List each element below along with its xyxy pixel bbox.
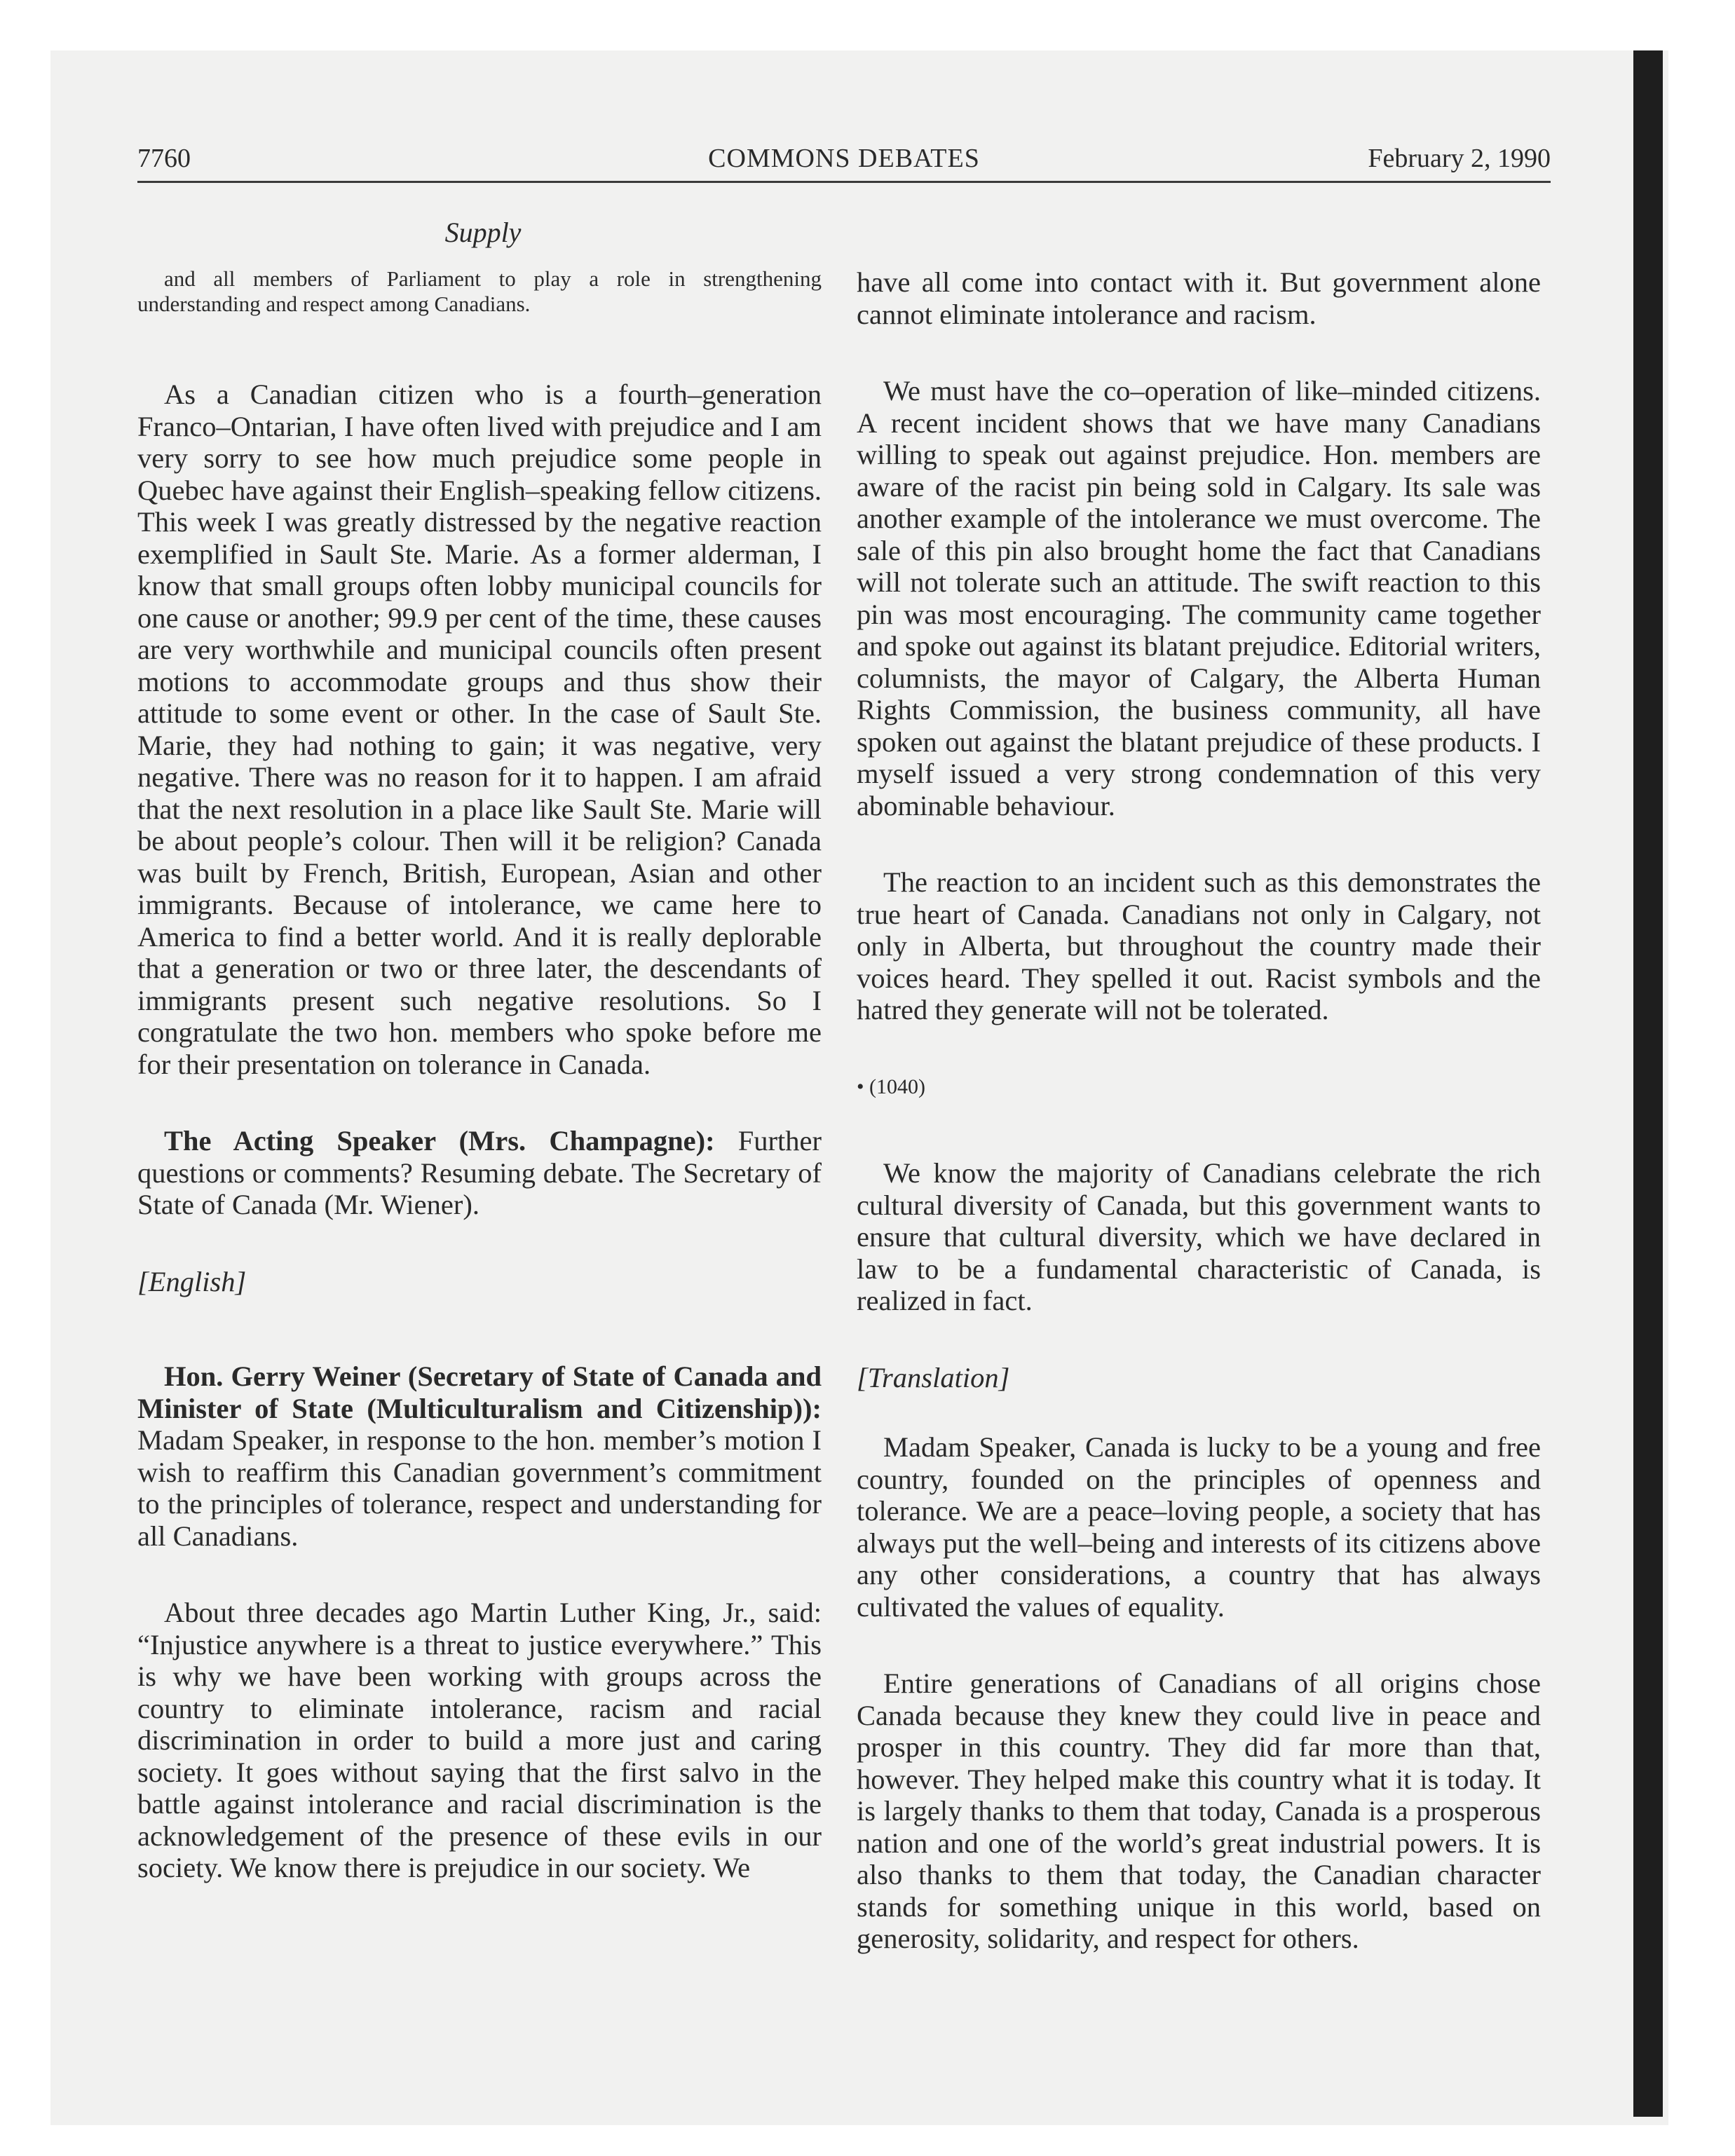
page-number: 7760: [137, 144, 191, 173]
page-date: February 2, 1990: [1368, 144, 1551, 173]
paragraph: [137, 1360, 822, 1552]
publication-title: COMMONS DEBATES: [708, 144, 980, 173]
speech-text: Further questions or comments? Resuming debate. The Secretary of State of Canada (Mr. Wiener).: [137, 1125, 822, 1220]
paragraph: Entire generations of Canadians of all origins chose Canada because they knew they could live in peace and prosper in this country. They did far more than that, however. They helped make this country what it is today. It is largely thanks to them that today, Canada is a prosperous nation and one of the world’s great industrial powers. It is also thanks to them that today, the Canadian character stands for something unique in this world, based on generosity, solidarity, and respect for others.: [857, 1667, 1541, 1954]
binding-edge: [1633, 50, 1663, 2117]
paragraph: The reaction to an incident such as this demonstrates the true heart of Canada. Canadians not only in Calgary, not only in Alberta, but throughout the country made their voices heard. They spelled it out. Racist symbols and the hatred they generate will not be tolerated.: [857, 866, 1541, 1025]
paragraph: and all members of Parliament to play a role in strengthening understanding and respect among Canadians.: [137, 266, 822, 316]
speaker-name: The Acting Speaker (Mrs. Champagne):: [164, 1125, 715, 1157]
speech-text: Madam Speaker, in response to the hon. member’s motion I wish to reaffirm this Canadian government’s commitment to the principles of tolerance, respect and understanding for all Canadians.: [137, 1424, 822, 1552]
time-marker: • (1040): [857, 1074, 925, 1098]
paragraph: As a Canadian citizen who is a fourth–generation Franco–Ontarian, I have often lived with prejudice and I am very sorry to see how much prejudice some people in Quebec have against their English–speaking fellow citizens. This week I was greatly distressed by the negative reaction exemplified in Sault Ste. Marie. As a former alderman, I know that small groups often lobby municipal councils for one cause or another; 99.9 per cent of the time, these causes are very worthwhile and municipal councils often present motions to accommodate groups and thus show their attitude to some event or other. In the case of Sault Ste. Marie, they had nothing to gain; it was negative, very negative. There was no reason for it to happen. I am afraid that the next resolution in a place like Sault Ste. Marie will be about people’s colour. Then will it be religion? Canada was built by French, British, European, Asian and other immigrants. Because of intolerance, we came here to America to find a better world. And it is really deplorable that a generation or two or three later, the descendants of immigrants present such negative resolutions. So I congratulate the two hon. members who spoke before me for their presentation on tolerance in Canada.: [137, 378, 822, 1080]
paragraph: [137, 1125, 822, 1221]
header-rule: [137, 181, 1551, 183]
right-column: [857, 266, 1541, 1991]
page-header: [137, 143, 1551, 185]
language-marker: [Translation]: [857, 1361, 1010, 1393]
paragraph: We must have the co–operation of like–minded citizens. A recent incident shows that we have many Canadians willing to speak out against prejudice. Hon. members are aware of the racist pin being sold in Calgary. Its sale was another example of the intolerance we must overcome. The sale of this pin also brought home the fact that Canadians will not tolerate such an attitude. The swift reaction to this pin was most encouraging. The community came together and spoke out against its blatant prejudice. Editorial writers, columnists, the mayor of Calgary, the Alberta Human Rights Commission, the business community, all have spoken out against the blatant prejudice of these products. I myself issued a very strong condemnation of this very abominable behaviour.: [857, 375, 1541, 821]
speaker-name: Hon. Gerry Weiner (Secretary of State of Canada and Minister of State (Multiculturalism and Citizenship)):: [137, 1360, 822, 1424]
paragraph: About three decades ago Martin Luther King, Jr., said: “Injustice anywhere is a threat to justice everywhere.” This is why we have been working with groups across the country to eliminate intolerance, racism and racial discrimination in order to build a more just and caring society. It goes without saying that the first salvo in the battle against intolerance and racial discrimination is the acknowledgement of the presence of these evils in our society. We know there is prejudice in our society. We: [137, 1597, 822, 1883]
language-marker: [English]: [137, 1265, 247, 1297]
paragraph: We know the majority of Canadians celebrate the rich cultural diversity of Canada, but this government wants to ensure that cultural diversity, which we have declared in law to be a fundamental characteristic of Canada, is realized in fact.: [857, 1157, 1541, 1316]
paragraph: have all come into contact with it. But government alone cannot eliminate intolerance and racism.: [857, 266, 1541, 330]
section-title: Supply: [444, 217, 522, 248]
paragraph: Madam Speaker, Canada is lucky to be a young and free country, founded on the principles of openness and tolerance. We are a peace–loving people, a society that has always put the well–being and interests of its citizens above any other considerations, a country that has always cultivated the values of equality.: [857, 1431, 1541, 1623]
left-column: [137, 266, 822, 1920]
